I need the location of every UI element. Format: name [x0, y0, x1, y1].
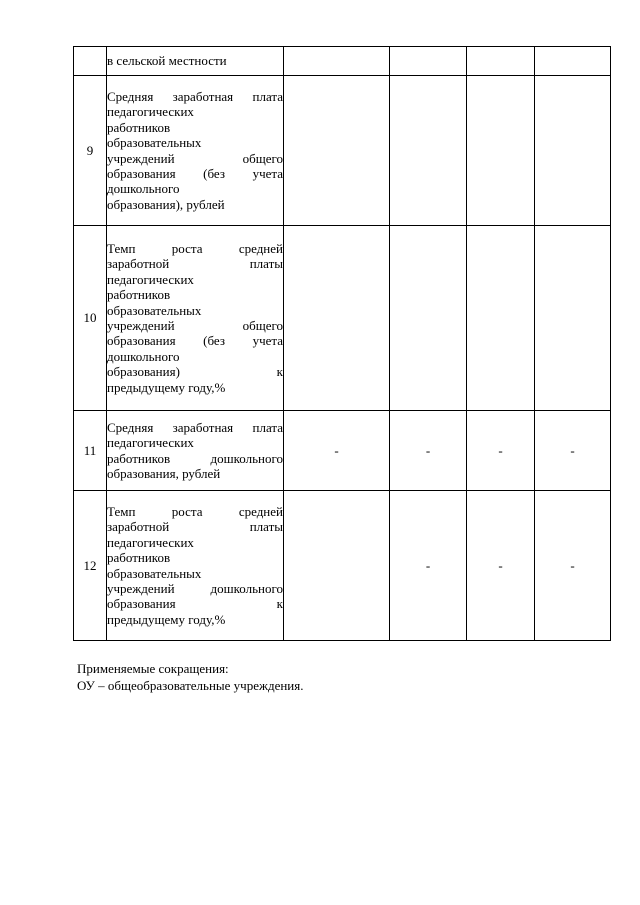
- row-number: 9: [74, 76, 107, 226]
- table-row: [74, 76, 611, 226]
- footnote-title: Применяемые сокращения:: [77, 661, 229, 676]
- description-line: работников: [107, 550, 171, 566]
- description-line: образования к: [107, 596, 283, 612]
- description-line: педагогических: [107, 271, 194, 287]
- description-line: образовательных: [107, 565, 202, 581]
- description-line: образования) к: [107, 364, 283, 380]
- value-cell: -: [535, 491, 611, 641]
- description-line: учреждений общего: [107, 150, 283, 166]
- description-line: учреждений дошкольного: [107, 580, 283, 596]
- description-line: образовательных: [107, 302, 202, 318]
- row-number: 10: [74, 226, 107, 411]
- row-number: 11: [74, 411, 107, 491]
- value-cell: [390, 47, 467, 76]
- table-row: [74, 226, 611, 411]
- description-line: работников: [107, 287, 171, 303]
- description-line: педагогических: [107, 435, 194, 451]
- footnote: [77, 660, 304, 694]
- value-cell: [535, 226, 611, 411]
- description-line: образования), рублей: [107, 196, 225, 212]
- indicators-table: [73, 46, 611, 641]
- value-cell: [284, 491, 390, 641]
- description-line: заработной платы: [107, 256, 283, 272]
- description-line: учреждений общего: [107, 318, 283, 333]
- description-line: Средняя заработная плата: [107, 419, 283, 435]
- description-line: образовательных: [107, 135, 202, 151]
- row-number: 12: [74, 491, 107, 641]
- value-cell: [467, 226, 535, 411]
- value-cell: -: [284, 411, 390, 491]
- description-line: предыдущему году,%: [107, 379, 226, 395]
- description-line: образования (без учета: [107, 333, 283, 349]
- description-line: образования (без учета: [107, 165, 283, 181]
- description-line: работников: [107, 119, 171, 135]
- value-cell: [467, 47, 535, 76]
- description-line: Средняя заработная плата: [107, 88, 283, 104]
- description-line: педагогических: [107, 534, 194, 550]
- value-cell: [467, 76, 535, 226]
- value-cell: [535, 76, 611, 226]
- value-cell: [284, 76, 390, 226]
- indicator-description: [107, 491, 284, 641]
- value-cell: -: [390, 411, 467, 491]
- description-line: дошкольного: [107, 181, 180, 197]
- description-line: Темп роста средней: [107, 503, 283, 519]
- value-cell: -: [467, 491, 535, 641]
- footnote-text: ОУ – общеобразовательные учреждения.: [77, 678, 304, 693]
- description-line: Темп роста средней: [107, 240, 283, 256]
- value-cell: [284, 47, 390, 76]
- indicator-description: [107, 76, 284, 226]
- table-row: [74, 491, 611, 641]
- row-number: [74, 47, 107, 76]
- value-cell: [390, 76, 467, 226]
- value-cell: -: [535, 411, 611, 491]
- indicator-description: [107, 411, 284, 491]
- value-cell: -: [390, 491, 467, 641]
- value-cell: -: [467, 411, 535, 491]
- table-row: [74, 411, 611, 491]
- table-row: [74, 47, 611, 76]
- value-cell: [535, 47, 611, 76]
- description-line: дошкольного: [107, 348, 180, 364]
- description-line: в сельской местности: [107, 53, 227, 69]
- description-line: заработной платы: [107, 519, 283, 535]
- description-line: предыдущему году,%: [107, 611, 226, 627]
- value-cell: [390, 226, 467, 411]
- description-line: образования, рублей: [107, 465, 221, 481]
- indicator-description: [107, 47, 284, 76]
- indicator-description: [107, 226, 284, 411]
- description-line: педагогических: [107, 104, 194, 120]
- description-line: работников дошкольного: [107, 450, 283, 466]
- value-cell: [284, 226, 390, 411]
